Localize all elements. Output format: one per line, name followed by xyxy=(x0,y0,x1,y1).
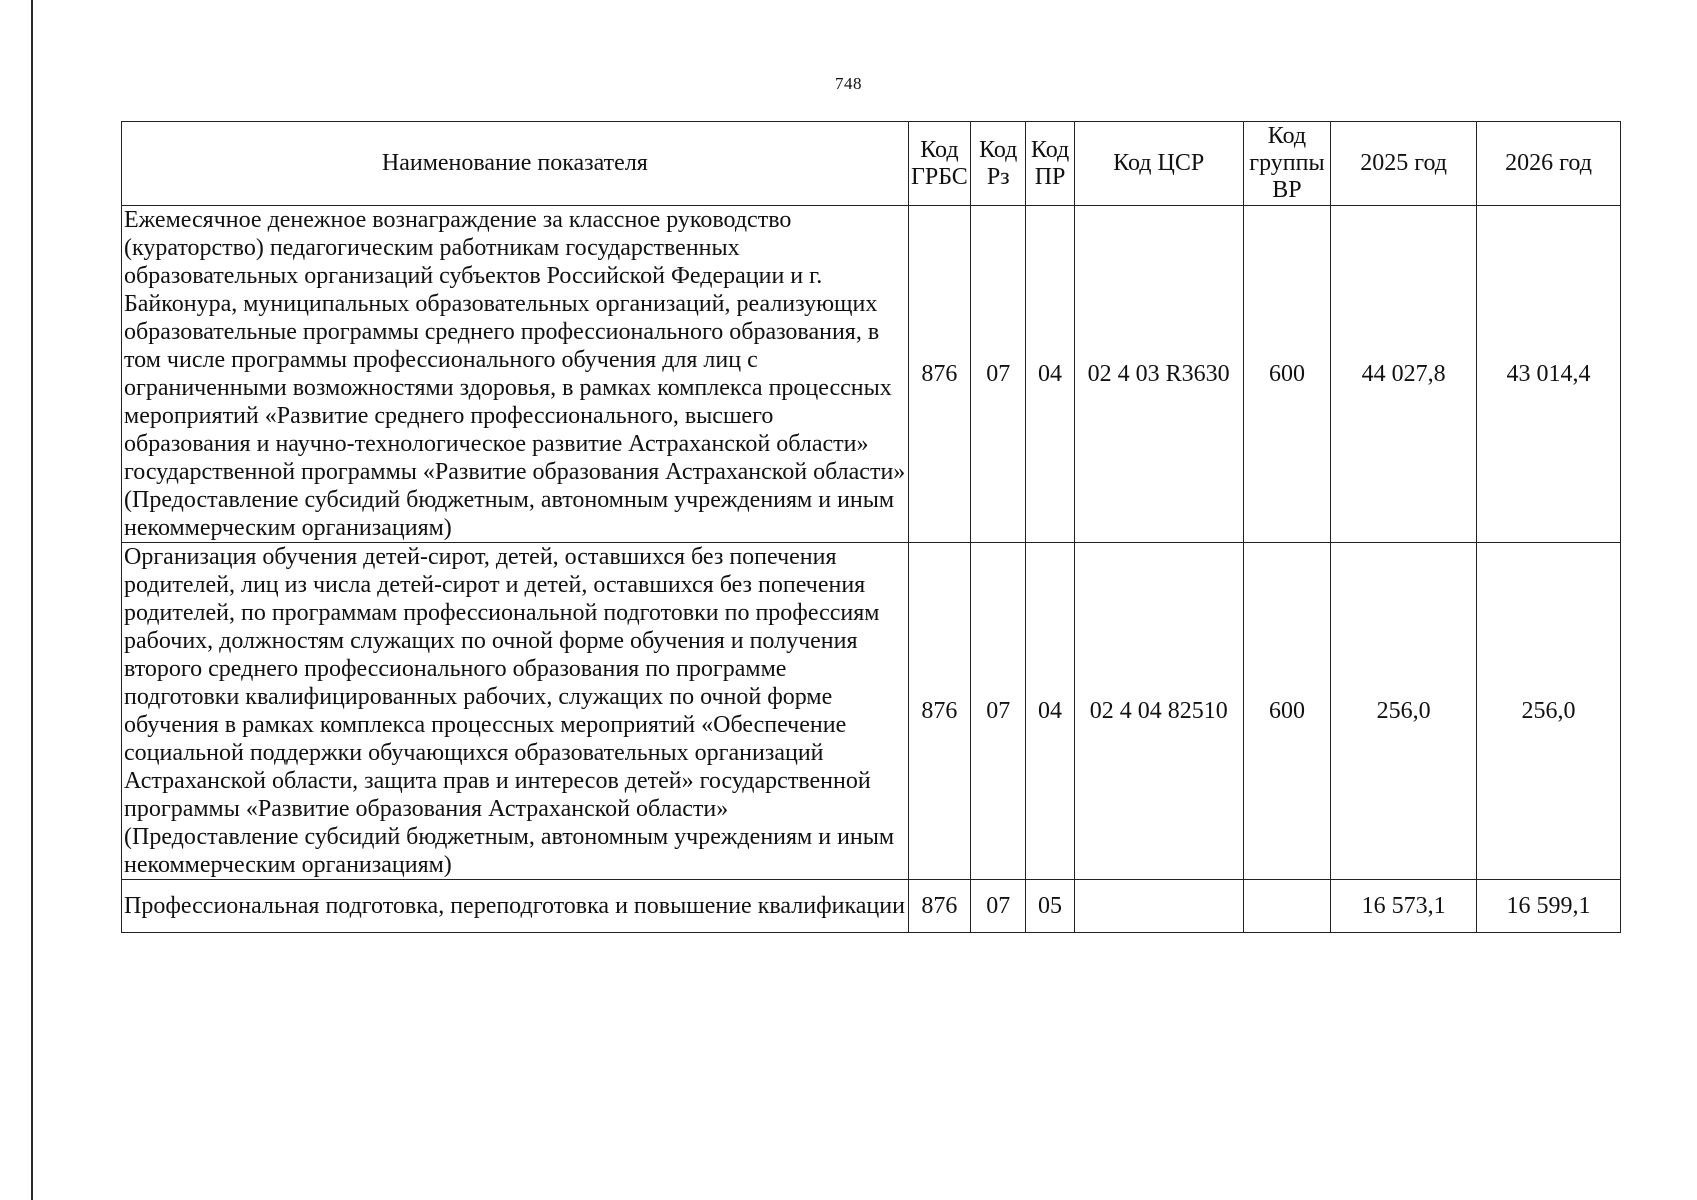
cell-rz: 07 xyxy=(971,880,1026,933)
cell-vr: 600 xyxy=(1243,543,1331,880)
cell-pr: 04 xyxy=(1026,206,1074,543)
cell-2026: 16 599,1 xyxy=(1477,880,1621,933)
cell-2025: 16 573,1 xyxy=(1331,880,1477,933)
cell-name: Организация обучения детей-сирот, детей, оставшихся без попечения родителей, лиц из числа детей-сирот и детей, оставшихся без попечения родителей, по программам профессиональной подготовки по профессиям рабочих, должностям служащих по очной форме обучения и получения второго среднего профессионального образования по программе подготовки квалифицированных рабочих, служащих по очной форме обучения в рамках комплекса процессных мероприятий «Обеспечение социальной поддержки обучающихся образовательных организаций Астраханской области, защита прав и интересов детей» государственной программы «Развитие образования Астраханской области» (Предоставление субсидий бюджетным, автономным учреждениям и иным некоммерческим организациям) xyxy=(122,543,909,880)
header-2026: 2026 год xyxy=(1477,122,1621,206)
page-number: 748 xyxy=(835,74,862,93)
cell-pr: 04 xyxy=(1026,543,1074,880)
cell-rz: 07 xyxy=(971,206,1026,543)
cell-vr xyxy=(1243,880,1331,933)
header-name: Наименование показателя xyxy=(122,122,909,206)
cell-grbs: 876 xyxy=(908,543,970,880)
header-grbs: Код ГРБС xyxy=(908,122,970,206)
cell-csr: 02 4 04 82510 xyxy=(1074,543,1243,880)
cell-vr: 600 xyxy=(1243,206,1331,543)
cell-2025: 256,0 xyxy=(1331,543,1477,880)
header-2025: 2025 год xyxy=(1331,122,1477,206)
table-header-row xyxy=(122,122,1621,206)
cell-csr xyxy=(1074,880,1243,933)
table-row xyxy=(122,880,1621,933)
cell-2026: 256,0 xyxy=(1477,543,1621,880)
header-csr: Код ЦСР xyxy=(1074,122,1243,206)
budget-table xyxy=(121,121,1621,933)
cell-csr: 02 4 03 R3630 xyxy=(1074,206,1243,543)
cell-grbs: 876 xyxy=(908,206,970,543)
table-row xyxy=(122,543,1621,880)
cell-name: Ежемесячное денежное вознаграждение за классное руководство (кураторство) педагогическим работникам государственных образовательных организаций субъектов Российской Федерации и г. Байконура, муниципальных образовательных организаций, реализующих образовательные программы среднего профессионального образования, в том числе программы профессионального обучения для лиц с ограниченными возможностями здоровья, в рамках комплекса процессных мероприятий «Развитие среднего профессионального, высшего образования и научно-технологическое развитие Астраханской области» государственной программы «Развитие образования Астраханской области» (Предоставление субсидий бюджетным, автономным учреждениям и иным некоммерческим организациям) xyxy=(122,206,909,543)
cell-rz: 07 xyxy=(971,543,1026,880)
cell-pr: 05 xyxy=(1026,880,1074,933)
cell-2025: 44 027,8 xyxy=(1331,206,1477,543)
binding-line xyxy=(31,0,33,1200)
header-vr: Код группы ВР xyxy=(1243,122,1331,206)
table-row xyxy=(122,206,1621,543)
cell-2026: 43 014,4 xyxy=(1477,206,1621,543)
header-rz: Код Рз xyxy=(971,122,1026,206)
cell-name: Профессиональная подготовка, переподготовка и повышение квалификации xyxy=(122,880,909,933)
header-pr: Код ПР xyxy=(1026,122,1074,206)
cell-grbs: 876 xyxy=(908,880,970,933)
